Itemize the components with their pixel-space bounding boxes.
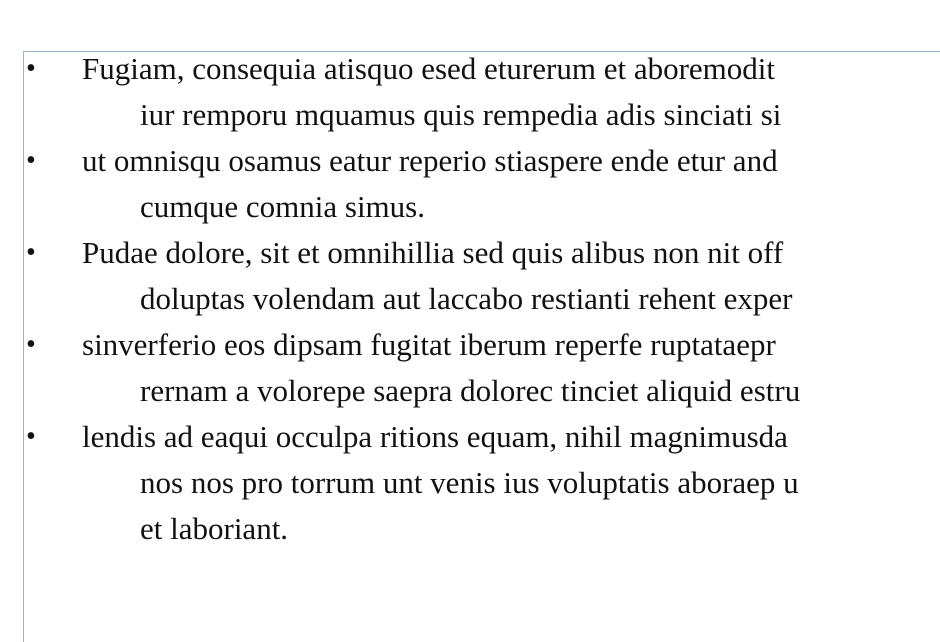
bullet-icon: • — [26, 53, 36, 84]
bullet-item-1 — [24, 51, 940, 138]
bullet-icon: • — [26, 145, 36, 176]
bullet-line: rernam a volorepe saepra dolorec tinciet aliquid estru — [140, 373, 801, 408]
bullet-line: et laboriant. — [140, 511, 289, 546]
bullet-item-5 — [24, 414, 940, 552]
text-frame — [23, 51, 940, 642]
bullet-icon: • — [26, 421, 36, 452]
bullet-line: iur remporu mquamus quis rempedia adis sinciati si — [140, 97, 782, 132]
bullet-line: sinverferio eos dipsam fugitat iberum reperfe ruptataepr — [82, 327, 776, 362]
bullet-line: Pudae dolore, sit et omnihillia sed quis alibus non nit off — [82, 235, 784, 270]
bullet-item-2 — [24, 138, 940, 230]
bullet-line: doluptas volendam aut laccabo restianti rehent exper — [140, 281, 793, 316]
bullet-icon: • — [26, 329, 36, 360]
bullet-list — [24, 51, 940, 552]
bullet-line: Fugiam, consequia atisquo esed eturerum et aboremodit — [82, 51, 776, 86]
bullet-icon: • — [26, 237, 36, 268]
bullet-item-4 — [24, 322, 940, 414]
bullet-item-3 — [24, 230, 940, 322]
bullet-line: nos nos pro torrum unt venis ius voluptatis aboraep u — [140, 465, 799, 500]
bullet-line: ut omnisqu osamus eatur reperio stiaspere ende etur and — [82, 143, 778, 178]
bullet-line: lendis ad eaqui occulpa ritions equam, nihil magnimusda — [82, 419, 788, 454]
bullet-line: cumque comnia simus. — [140, 189, 425, 224]
